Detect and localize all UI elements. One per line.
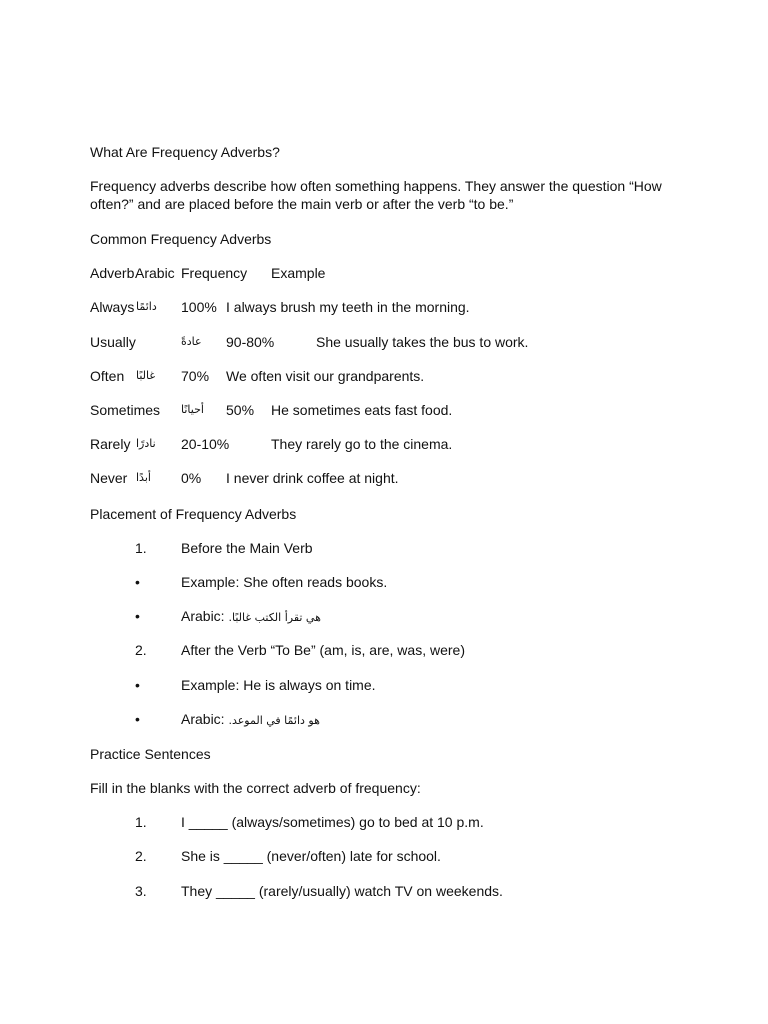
bullet-marker: •: [135, 574, 140, 590]
section-heading-practice: Practice Sentences: [90, 746, 211, 762]
section-heading-placement: Placement of Frequency Adverbs: [90, 506, 297, 522]
arabic-label: Arabic:: [181, 711, 229, 727]
header-frequency: Frequency: [181, 265, 248, 281]
row-frequency: 100%: [181, 299, 217, 315]
row-adverb: Usually: [90, 334, 136, 350]
row-frequency: 20-10%: [181, 436, 230, 452]
row-example: She usually takes the bus to work.: [316, 334, 529, 350]
list-text: After the Verb “To Be” (am, is, are, was, were): [181, 642, 465, 658]
practice-sentence: She is _____ (never/often) late for school.: [181, 848, 441, 864]
practice-sentence: I _____ (always/sometimes) go to bed at 10 p.m.: [181, 814, 484, 830]
arabic-text: هي تقرأ الكتب غالبًا.: [228, 611, 321, 624]
header-arabic: Arabic: [135, 265, 175, 281]
row-adverb: Always: [90, 299, 135, 315]
practice-instruction: Fill in the blanks with the correct adverb of frequency:: [90, 780, 421, 796]
row-arabic: عادةً: [181, 335, 202, 348]
page-title: What Are Frequency Adverbs?: [90, 144, 280, 160]
list-text: Example: He is always on time.: [181, 677, 376, 693]
row-example: They rarely go to the cinema.: [271, 436, 453, 452]
bullet-marker: •: [135, 677, 140, 693]
row-arabic: أبدًا: [136, 471, 151, 484]
row-frequency: 50%: [226, 402, 255, 418]
header-adverb: Adverb: [90, 265, 135, 281]
arabic-label: Arabic:: [181, 608, 229, 624]
row-arabic: نادرًا: [136, 437, 156, 450]
row-example: I never drink coffee at night.: [226, 470, 399, 486]
row-example: I always brush my teeth in the morning.: [226, 299, 470, 315]
bullet-marker: •: [135, 711, 140, 727]
row-example: He sometimes eats fast food.: [271, 402, 453, 418]
row-adverb: Never: [90, 470, 128, 486]
list-marker: 3.: [135, 883, 147, 899]
row-frequency: 0%: [181, 470, 202, 486]
arabic-line: [181, 710, 320, 730]
row-frequency: 70%: [181, 368, 210, 384]
row-arabic: غالبًا: [136, 369, 156, 382]
bullet-marker: •: [135, 608, 140, 624]
list-text: Example: She often reads books.: [181, 574, 388, 590]
intro-paragraph: Frequency adverbs describe how often something happens. They answer the question “How often?” and are placed before the main verb or after the verb “to be.”: [90, 178, 662, 212]
arabic-text: هو دائمًا في الموعد.: [228, 714, 320, 727]
row-adverb: Often: [90, 368, 125, 384]
list-marker: 2.: [135, 642, 147, 658]
row-arabic: دائمًا: [136, 300, 157, 313]
row-frequency: 90-80%: [226, 334, 275, 350]
list-marker: 1.: [135, 814, 147, 830]
row-example: We often visit our grandparents.: [226, 368, 425, 384]
list-text: Before the Main Verb: [181, 540, 313, 556]
list-marker: 1.: [135, 540, 147, 556]
list-marker: 2.: [135, 848, 147, 864]
row-arabic: أحيانًا: [181, 403, 204, 416]
row-adverb: Rarely: [90, 436, 131, 452]
header-example: Example: [271, 265, 326, 281]
practice-sentence: They _____ (rarely/usually) watch TV on weekends.: [181, 883, 503, 899]
row-adverb: Sometimes: [90, 402, 161, 418]
section-heading-common: Common Frequency Adverbs: [90, 231, 272, 247]
arabic-line: [181, 607, 321, 627]
